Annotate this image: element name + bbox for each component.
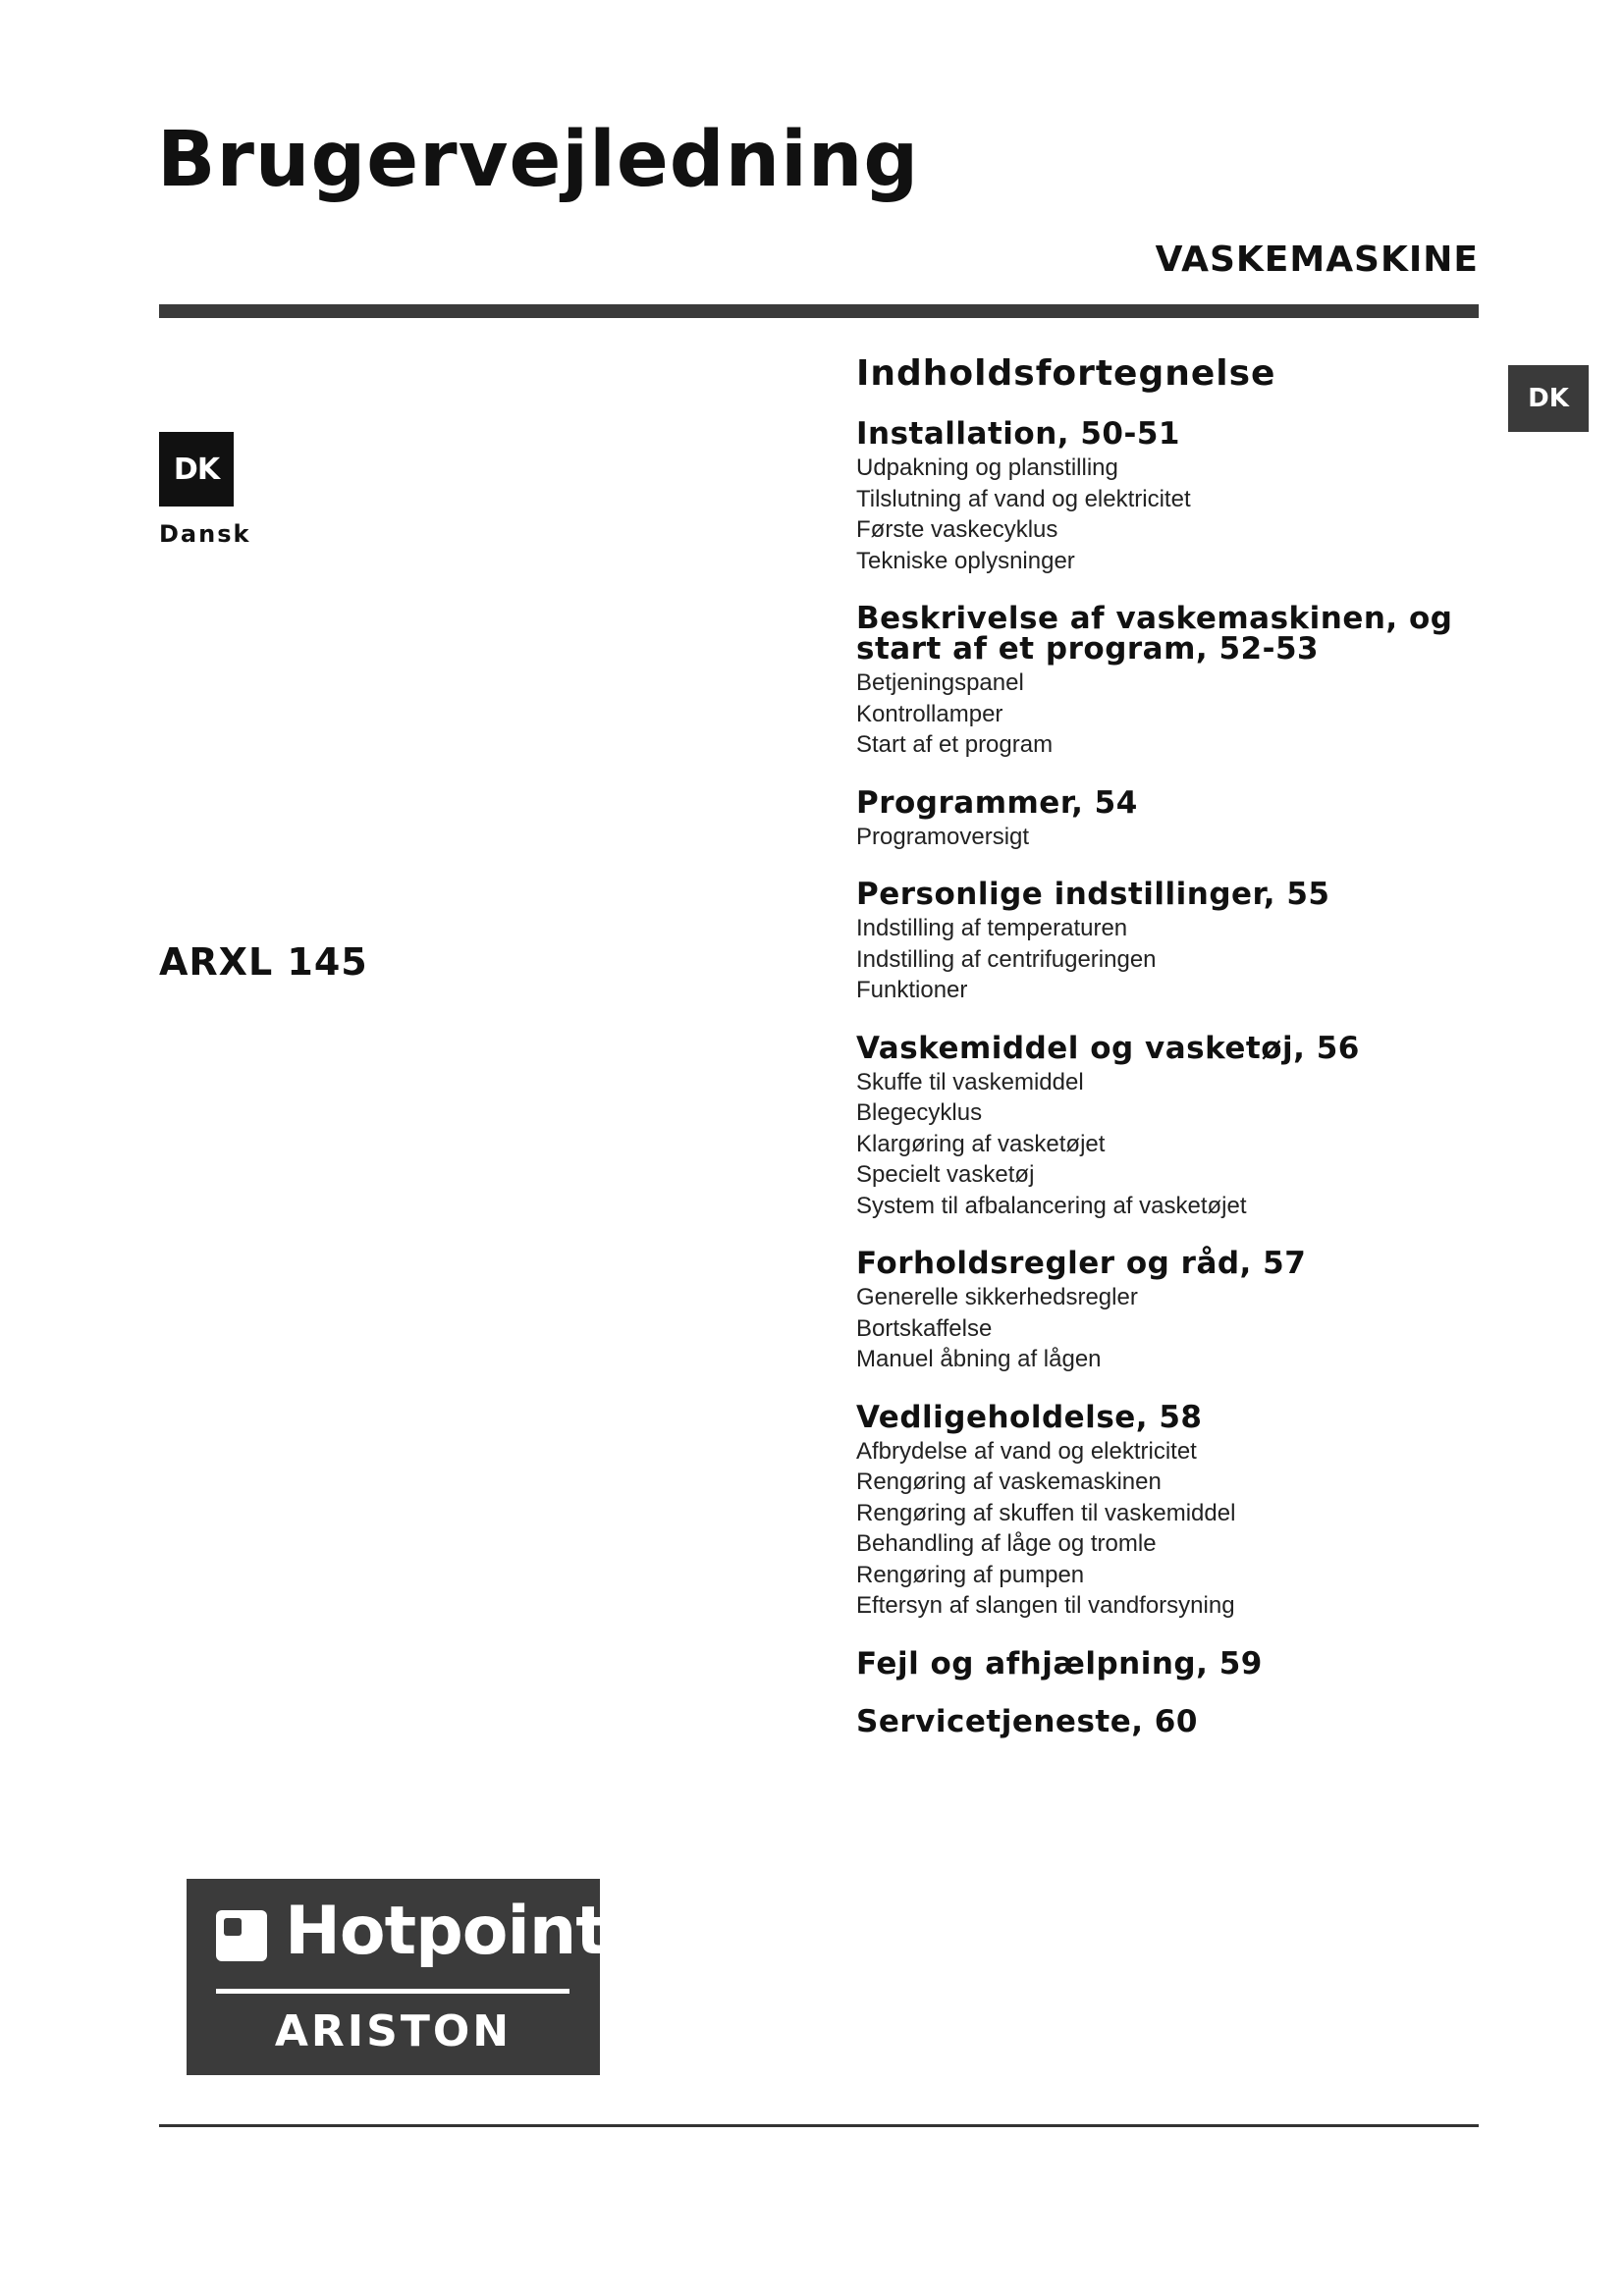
toc-sections	[856, 416, 1494, 1739]
page-title: Brugervejledning	[157, 116, 920, 204]
toc-item: Bortskaffelse	[856, 1314, 993, 1342]
toc-item: Funktioner	[856, 977, 968, 1003]
logo-mark-icon	[216, 1910, 267, 1961]
toc-item: Blegecyklus	[856, 1099, 983, 1126]
model-number: ARXL 145	[159, 940, 368, 984]
language-side-tab: DK	[1508, 365, 1589, 432]
toc-section-title: Servicetjeneste, 60	[856, 1703, 1198, 1739]
toc-item: Behandling af låge og tromle	[856, 1530, 1157, 1557]
toc-section-title: Personlige indstillinger, 55	[856, 877, 1330, 912]
toc-item: Programoversigt	[856, 823, 1030, 850]
toc-item: Rengøring af skuffen til vaskemiddel	[856, 1499, 1236, 1526]
toc-item: Afbrydelse af vand og elektricitet	[856, 1437, 1197, 1465]
toc-item: Rengøring af vaskemaskinen	[856, 1468, 1162, 1495]
logo-divider	[216, 1989, 569, 1994]
table-of-contents	[856, 353, 1494, 1765]
toc-section-title: Vedligeholdelse, 58	[856, 1399, 1203, 1435]
toc-item: Skuffe til vaskemiddel	[856, 1068, 1084, 1095]
toc-item: Kontrollamper	[856, 700, 1003, 727]
toc-item: Rengøring af pumpen	[856, 1561, 1085, 1588]
toc-item: Start af et program	[856, 731, 1054, 758]
toc-section	[856, 1703, 1494, 1739]
header-divider	[159, 304, 1479, 318]
toc-item: Tilslutning af vand og elektricitet	[856, 485, 1191, 512]
toc-section	[856, 416, 1494, 576]
toc-section	[856, 1399, 1494, 1622]
toc-section-title: Programmer, 54	[856, 784, 1138, 821]
toc-section	[856, 1030, 1494, 1222]
toc-heading: Indholdsfortegnelse	[856, 353, 1276, 394]
toc-section-title: Forholdsregler og råd, 57	[856, 1246, 1307, 1281]
product-type: VASKEMASKINE	[1155, 240, 1479, 280]
toc-item: Første vaskecyklus	[856, 516, 1058, 543]
toc-section	[856, 601, 1494, 761]
toc-item: Manuel åbning af lågen	[856, 1346, 1102, 1372]
brand-logo	[187, 1879, 607, 2075]
toc-item: Eftersyn af slangen til vandforsyning	[856, 1592, 1235, 1619]
language-badge: DK	[159, 432, 234, 507]
toc-section	[856, 877, 1494, 1006]
toc-section-title: Fejl og afhjælpning, 59	[856, 1645, 1263, 1682]
toc-item: Indstilling af temperaturen	[856, 915, 1128, 941]
toc-item: Tekniske oplysninger	[856, 547, 1075, 574]
toc-item: Indstilling af centrifugeringen	[856, 945, 1157, 973]
toc-item: Klargøring af vasketøjet	[856, 1130, 1106, 1157]
toc-item: System til afbalancering af vasketøjet	[856, 1192, 1247, 1219]
toc-section-title: Vaskemiddel og vasketøj, 56	[856, 1030, 1360, 1066]
toc-item: Betjeningspanel	[856, 669, 1024, 696]
toc-item: Udpakning og planstilling	[856, 454, 1118, 481]
logo-brand-name: Hotpoint	[285, 1893, 607, 1970]
footer-divider	[159, 2124, 1479, 2127]
toc-item: Specielt vasketøj	[856, 1161, 1035, 1188]
toc-section-title: Beskrivelse af vaskemaskinen, og start af et program, 52-53	[856, 601, 1453, 667]
toc-section	[856, 1246, 1494, 1375]
logo-sub-brand: ARISTON	[274, 2006, 513, 2056]
toc-item: Generelle sikkerhedsregler	[856, 1284, 1138, 1310]
toc-section	[856, 784, 1494, 853]
toc-section-title: Installation, 50-51	[856, 416, 1180, 452]
toc-section	[856, 1645, 1494, 1682]
language-name: Dansk	[159, 520, 251, 548]
